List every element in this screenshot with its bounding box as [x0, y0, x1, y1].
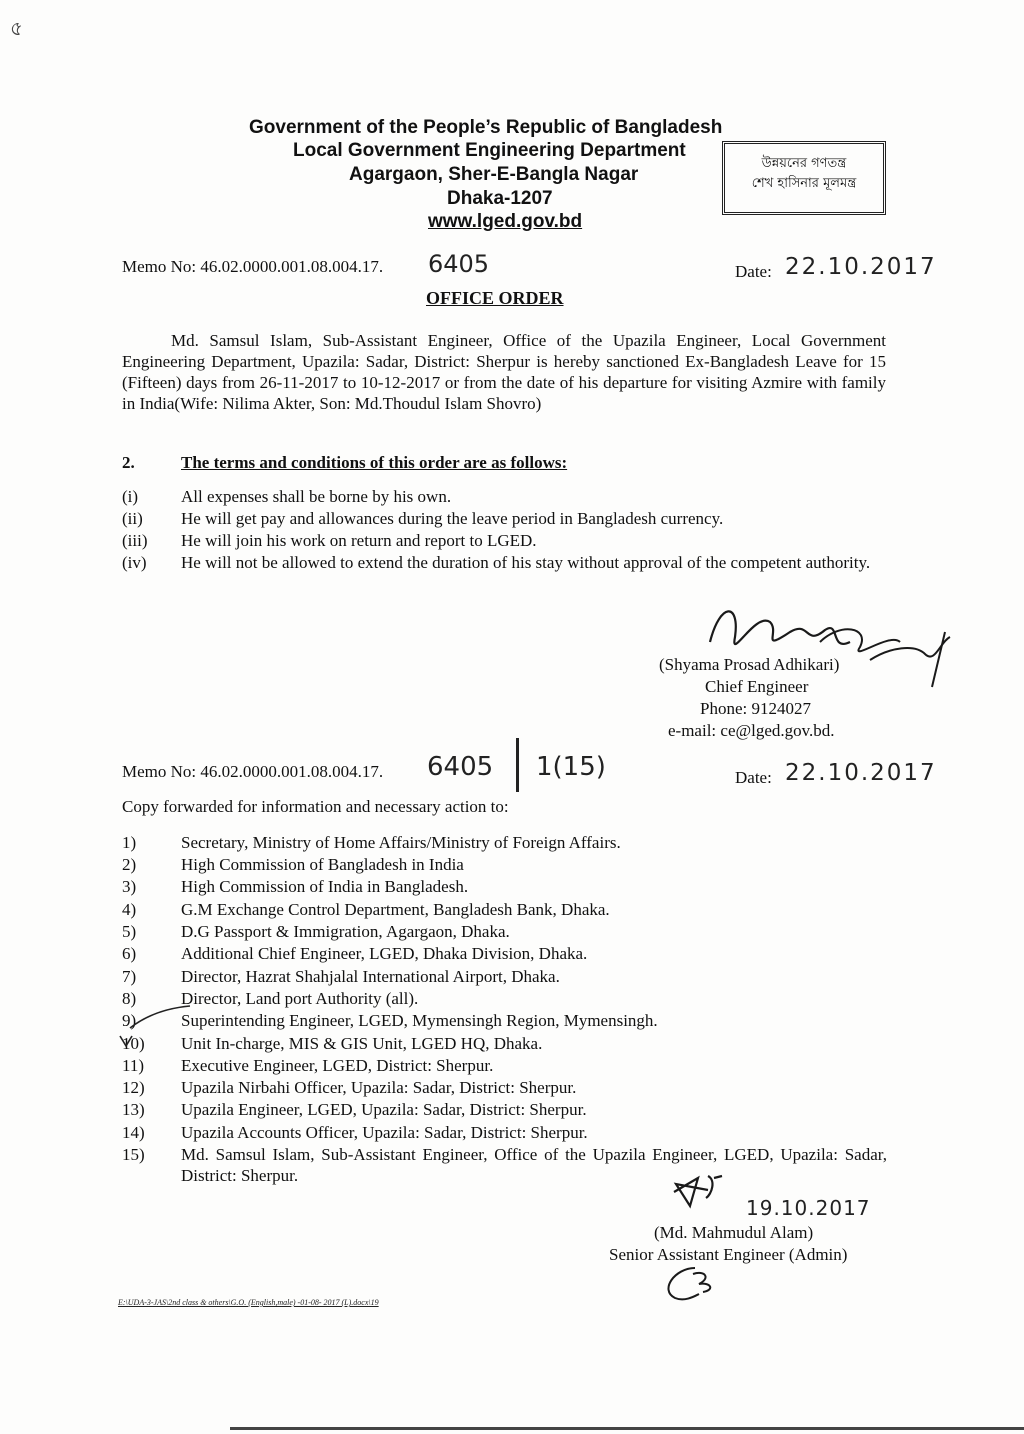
memo-number-label: Memo No: 46.02.0000.001.08.004.17. [122, 257, 384, 276]
terms-item [122, 508, 887, 529]
recipient-number: 6) [122, 944, 137, 963]
handwritten-separator [516, 738, 519, 792]
handwritten-date-initials: 19.10.2017 [746, 1196, 871, 1220]
senior-engineer-initials [668, 1172, 738, 1212]
recipient-number: 5) [122, 922, 137, 941]
recipient-item [122, 988, 887, 1009]
recipient-text: Md. Samsul Islam, Sub-Assistant Engineer, Office of the Upazila Engineer, LGED, Upazila: Sadar, District: Sherpur. [181, 1145, 887, 1185]
terms-item-number: (i) [122, 487, 139, 506]
slogan-line-1: উন্নয়নের গণতন্ত্র [761, 156, 847, 171]
recipient-number: 9) [122, 1011, 137, 1030]
recipient-item [122, 966, 887, 987]
memo-number-handwritten: 6405 [428, 250, 490, 278]
terms-item-text: He will not be allowed to extend the duration of his stay without approval of the competent authority. [181, 553, 871, 572]
recipient-number: 3) [122, 877, 137, 896]
recipient-item [122, 876, 887, 897]
terms-item-number: (ii) [122, 509, 143, 528]
recipient-number: 7) [122, 967, 137, 986]
slogan-line-2: শেখ হাসিনার মূলমন্ত্র [751, 176, 857, 191]
recipient-item [122, 832, 887, 853]
terms-item [122, 486, 887, 507]
header-address-line: Agargaon, Sher-E-Bangla Nagar [349, 164, 639, 185]
terms-item-text: All expenses shall be borne by his own. [181, 487, 452, 506]
terms-number: 2. [122, 453, 135, 472]
recipient-item [122, 1099, 887, 1120]
slogan-box [722, 141, 886, 215]
recipient-text: High Commission of Bangladesh in India [181, 855, 464, 874]
senior-engineer-scribble [655, 1260, 725, 1305]
second-signatory-name: (Md. Mahmudul Alam) [654, 1223, 814, 1242]
recipient-number: 10) [122, 1034, 145, 1053]
header-website: www.lged.gov.bd [428, 211, 583, 232]
copy-forwarded-intro: Copy forwarded for information and necessary action to: [122, 797, 509, 816]
terms-item-text: He will get pay and allowances during the leave period in Bangladesh currency. [181, 509, 724, 528]
recipient-text: Upazila Accounts Officer, Upazila: Sadar, District: Sherpur. [181, 1123, 588, 1142]
signatory-name: (Shyama Prosad Adhikari) [659, 655, 840, 674]
copy-memo-number-handwritten: 6405 [427, 752, 494, 782]
recipient-item [122, 1010, 887, 1031]
terms-heading: The terms and conditions of this order are as follows: [181, 453, 568, 472]
corner-handwritten-mark: ৫ [10, 16, 23, 40]
recipient-text: Additional Chief Engineer, LGED, Dhaka Division, Dhaka. [181, 944, 588, 963]
recipient-text: Director, Land port Authority (all). [181, 989, 419, 1008]
recipient-item [122, 1055, 887, 1076]
header-city-line: Dhaka-1207 [447, 188, 553, 209]
recipient-text: Executive Engineer, LGED, District: Sherpur. [181, 1056, 494, 1075]
footer-file-path: E:\UDA-3-JAS\2nd class & others\G.O. (English,male) -01-08- 2017 (L).docx\19 [118, 1298, 379, 1307]
copy-memo-number-label: Memo No: 46.02.0000.001.08.004.17. [122, 762, 384, 781]
recipient-number: 15) [122, 1145, 145, 1164]
recipient-number: 1) [122, 833, 137, 852]
recipient-item [122, 854, 887, 875]
recipient-item [122, 899, 887, 920]
recipient-item [122, 943, 887, 964]
recipient-item [122, 921, 887, 942]
signatory-email: e-mail: ce@lged.gov.bd. [668, 721, 835, 740]
recipient-text: D.G Passport & Immigration, Agargaon, Dhaka. [181, 922, 510, 941]
recipient-text: High Commission of India in Bangladesh. [181, 877, 469, 896]
terms-item-number: (iii) [122, 531, 148, 550]
recipient-text: G.M Exchange Control Department, Bangladesh Bank, Dhaka. [181, 900, 610, 919]
recipient-number: 13) [122, 1100, 145, 1119]
recipient-number: 2) [122, 855, 137, 874]
recipient-number: 4) [122, 900, 137, 919]
header-department-line: Local Government Engineering Department [293, 140, 686, 161]
recipient-number: 12) [122, 1078, 145, 1097]
copy-date-label: Date: [735, 768, 772, 787]
header-government-line: Government of the People’s Republic of Bangladesh [249, 117, 723, 138]
recipient-number: 8) [122, 989, 137, 1008]
date-label: Date: [735, 262, 772, 281]
recipient-item [122, 1144, 887, 1186]
date-handwritten: 22.10.2017 [785, 254, 937, 280]
terms-item [122, 552, 887, 594]
recipient-item [122, 1033, 887, 1054]
recipient-number: 11) [122, 1056, 145, 1075]
copy-date-handwritten: 22.10.2017 [785, 760, 937, 786]
recipient-text: Secretary, Ministry of Home Affairs/Ministry of Foreign Affairs. [181, 833, 621, 852]
signatory-title: Chief Engineer [705, 677, 809, 696]
terms-item-number: (iv) [122, 553, 147, 572]
recipient-text: Upazila Engineer, LGED, Upazila: Sadar, District: Sherpur. [181, 1100, 587, 1119]
copy-memo-suffix-handwritten: 1(15) [536, 752, 606, 782]
second-signatory-title: Senior Assistant Engineer (Admin) [609, 1245, 848, 1264]
recipient-text: Unit In-charge, MIS & GIS Unit, LGED HQ, Dhaka. [181, 1034, 543, 1053]
recipient-item [122, 1077, 887, 1098]
handwritten-tick-marks [118, 1002, 198, 1052]
scan-edge-line [230, 1427, 1024, 1430]
terms-item [122, 530, 887, 551]
signatory-phone: Phone: 9124027 [700, 699, 811, 718]
terms-item-text: He will join his work on return and report to LGED. [181, 531, 537, 550]
recipient-text: Director, Hazrat Shahjalal International Airport, Dhaka. [181, 967, 560, 986]
order-body-paragraph: Md. Samsul Islam, Sub-Assistant Engineer, Office of the Upazila Engineer, Local Government Engineering Department, Upazila: Sadar, District: Sherpur is hereby sanctioned Ex-Bangladesh Leave for 15 (Fifteen) days from 26-11-2017 to 10-12-2017 or from the date of his departure for visiting Azmire with family in India(Wife: Nilima Akter, Son: Md.Thoudul Islam Shovro) [122, 331, 886, 413]
recipient-number: 14) [122, 1123, 145, 1142]
recipient-text: Upazila Nirbahi Officer, Upazila: Sadar, District: Sherpur. [181, 1078, 577, 1097]
recipient-item [122, 1122, 887, 1143]
recipient-text: Superintending Engineer, LGED, Mymensingh Region, Mymensingh. [181, 1011, 658, 1030]
office-order-title: OFFICE ORDER [426, 288, 564, 308]
